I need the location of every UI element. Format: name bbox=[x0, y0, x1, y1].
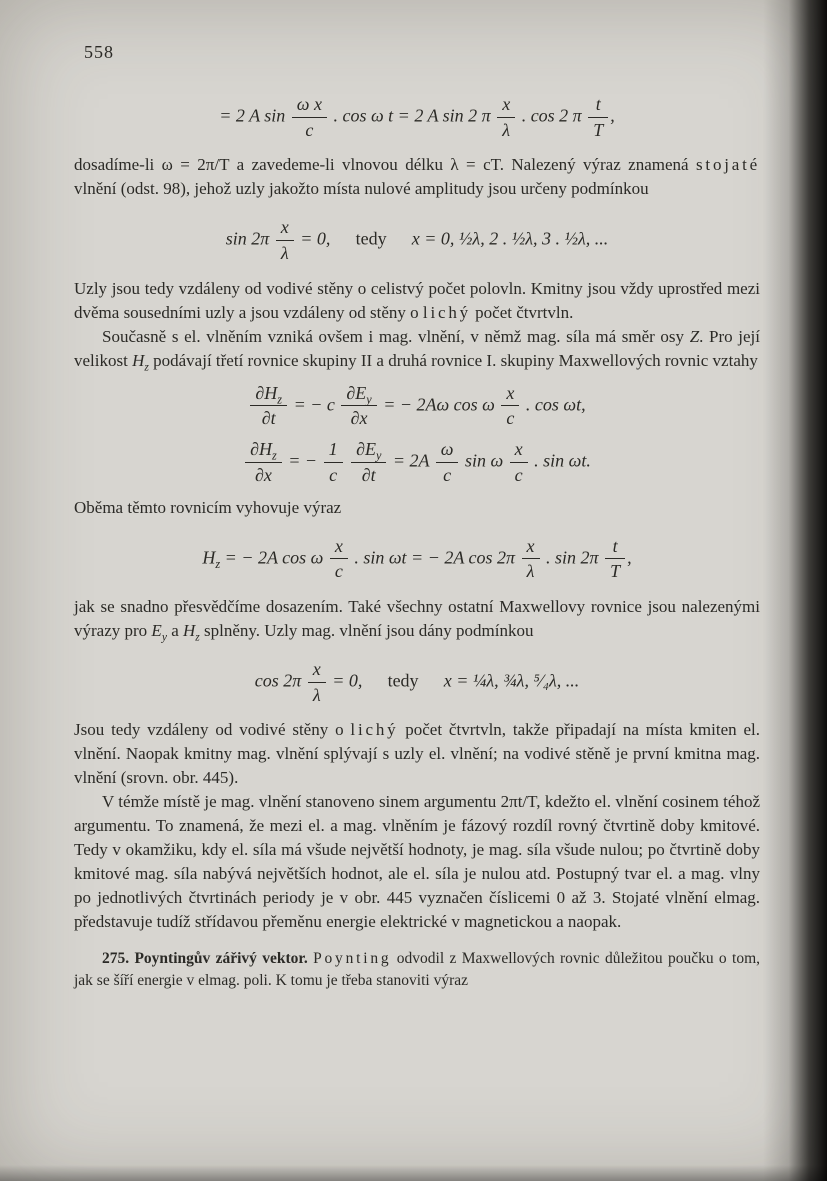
paragraph-nodes-antinodes: Uzly jsou tedy vzdáleny od vodivé stěny o celistvý počet polovln. Kmitny jsou vždy uprostřed mezi dvěma sousedními uzly a jsou vzdáleny od stěny o lichý počet čtvrtvln. bbox=[74, 278, 760, 322]
paragraph-phase-difference: V témže místě je mag. vlnění stanoveno sinem argumentu 2πt/T, kdežto el. vlnění cosinem téhož argumentu. To znamená, že mezi el. a mag. vlněním je fázový rozdíl rovný čtvrtině doby kmitové. Tedy v okamžiku, kdy el. síla má všude největší hodnoty, je mag. síla všude nulou; po čtvrtině doby kmitové mag. síla nabývá největších hodnot, ale el. síla je nulou atd. Postupný tvar el. a mag. vlny po jednotlivých čtvrtinách periody je v obr. 445 vyznačen číslicemi 0 až 3. Stojaté vlnění elmag. představuje tudíž střídavou přeměnu energie elektrické v magnetickou a naopak. bbox=[74, 792, 760, 932]
equation-group-maxwell bbox=[74, 383, 760, 486]
paragraph-both-equations: Oběma těmto rovnicím vyhovuje výraz bbox=[74, 497, 342, 517]
text-block bbox=[74, 78, 760, 992]
paragraph-substitution: dosadíme-li ω = 2π/T a zavedeme-li vlnovou délku λ = cT. Nalezený výraz znamená stojaté vlnění (odst. 98), jehož uzly jakožto místa nulové amplitudy jsou určeny podmínkou bbox=[74, 155, 760, 199]
paragraph-verification: jak se snadno přesvědčíme dosazením. Také všechny ostatní Maxwellovy rovnice jsou nalezenými výrazy pro $E_y$ a $H_z$ splněny. Uzly mag. vlnění jsou dány podmínkou bbox=[74, 596, 760, 644]
book-edge-shadow-right bbox=[763, 0, 827, 1181]
section-heading-poynting: 275. Poyntingův zářivý vektor. Poynting odvodil z Maxwellových rovnic důležitou poučku o tom, jak se šíří energie v elmag. poli. K tomu je třeba stanoviti výraz bbox=[74, 950, 760, 990]
paragraph-quarter-waves: Jsou tedy vzdáleny od vodivé stěny o lichý počet čtvrtvln, takže připadají na místa kmiten el. vlnění. Naopak kmitny mag. vlnění splývají s uzly el. vlnění; na vodivé stěně je první kmitna mag. vlnění (srovn. obr. 445). bbox=[74, 720, 760, 788]
equation-hz-solution: $H_z$ = − 2A cos ω $\frac{x}{c}$ . sin ωt = − 2A cos 2π $\frac{x}{\lambda}$ . sin 2π $\frac{t}{T}$ , bbox=[202, 535, 632, 582]
equation-standing-wave: = 2 A sin $\frac{\text{ω x}}{c}$ . cos ω t = 2 A sin 2 π $\frac{x}{\lambda}$ . cos 2 π $\frac{t}{T}$ , bbox=[219, 94, 615, 140]
book-edge-shadow-bottom bbox=[0, 1165, 827, 1181]
equation-maxwell-dt: $\frac{\partial H_z}{\partial t}$ = − c $\frac{\partial E_y}{\partial x}$ = − 2Aω cos ω $\frac{x}{c}$ . cos ωt, bbox=[74, 383, 760, 429]
paragraph-magnetic-wave: Současně s el. vlněním vzniká ovšem i mag. vlnění, v němž mag. síla má směr osy Z. Pro její velikost $H_z$ podávají třetí rovnice skupiny II a druhá rovnice I. skupiny Maxwellových rovnic vztahy bbox=[74, 326, 760, 374]
equation-node-condition-cos: cos 2π $\frac{x}{\lambda}$ = 0, tedy x = ¼λ, ¾λ, ⁵⁄₄λ, ... bbox=[254, 658, 580, 705]
equation-maxwell-dx: $\frac{\partial H_z}{\partial x}$ = − $\frac{1}{c}$ $\frac{\partial E_y}{\partial t}$ = 2A $\frac{\omega}{c}$ sin ω $\frac{x}{c}$ . sin ωt. bbox=[74, 439, 760, 485]
page-number: 558 bbox=[84, 42, 114, 62]
equation-node-condition-sin: sin 2π $\frac{x}{\lambda}$ = 0, tedy x = 0, ½λ, 2 . ½λ, 3 . ½λ, ... bbox=[225, 217, 609, 264]
